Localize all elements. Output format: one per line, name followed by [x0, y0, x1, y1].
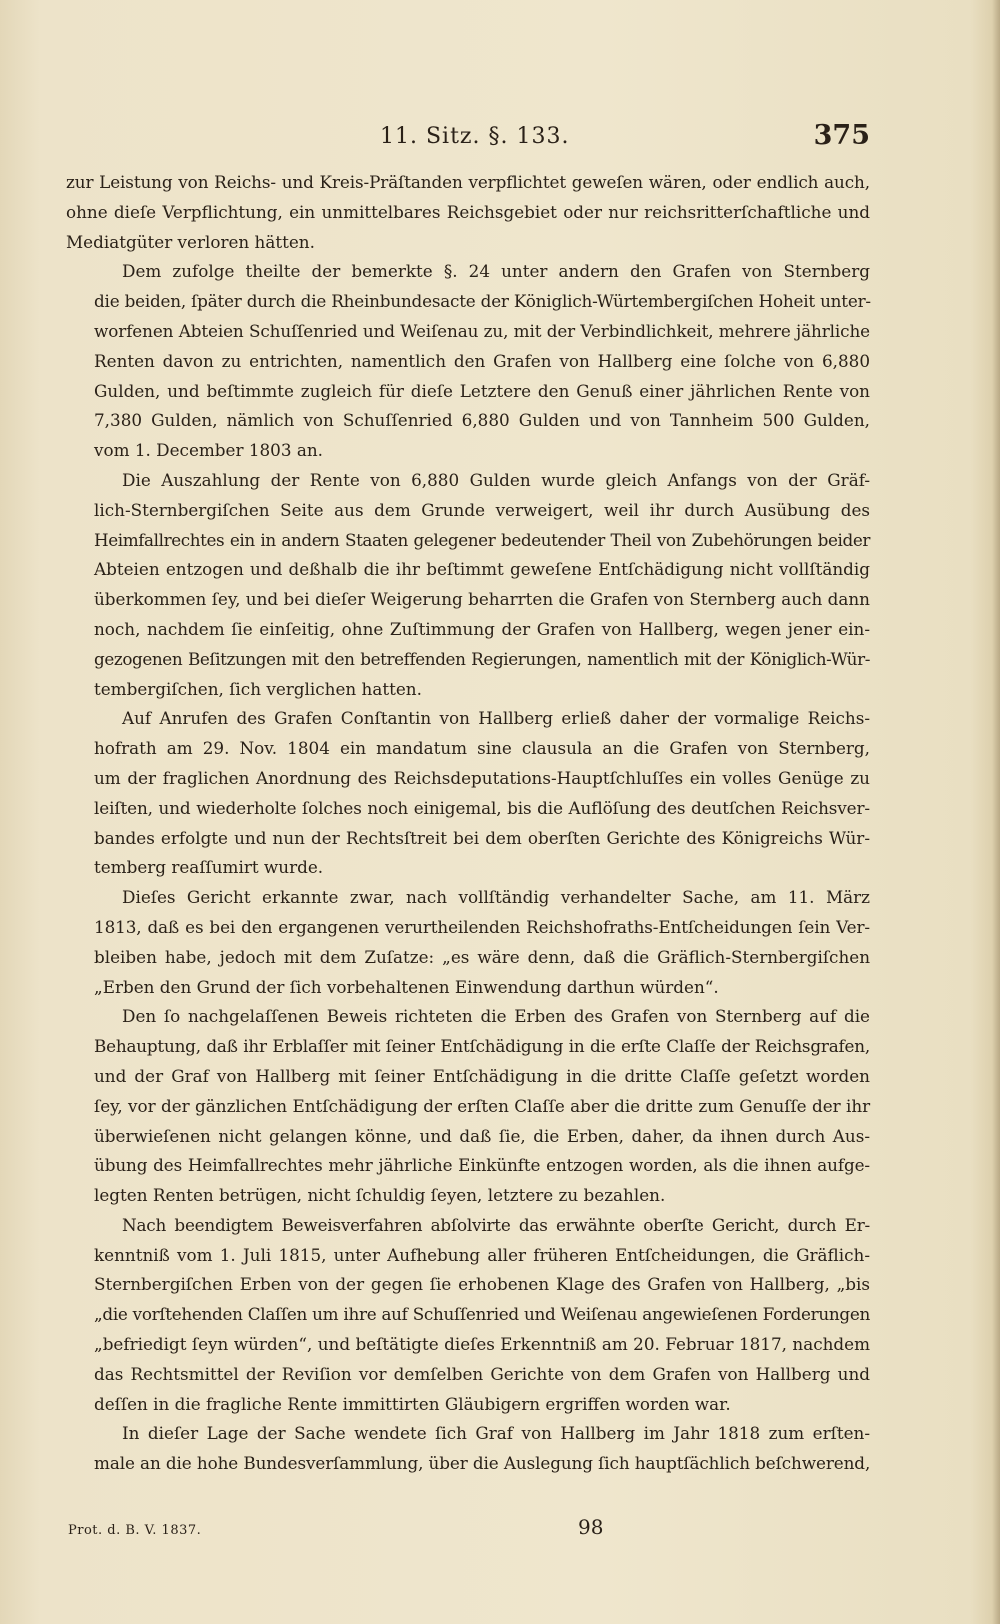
text-line: worfenen Abteien Schuſſenried und Weiſenau zu, mit der Verbindlichkeit, mehrere jährliche	[94, 320, 870, 341]
text-line: Nach beendigtem Beweisverfahren abſolvirte das erwähnte oberſte Gericht, durch Er-	[122, 1214, 870, 1235]
paragraph	[66, 1211, 870, 1420]
paragraph	[66, 1419, 870, 1479]
text-line: Dem zufolge theilte der bemerkte §. 24 unter andern den Grafen von Sternberg	[122, 261, 870, 282]
paragraph	[66, 257, 870, 466]
page-number: 375	[813, 120, 870, 151]
text-line: die beiden, ſpäter durch die Rheinbundesacte der Königlich-Würtembergiſchen Hoheit unter-	[94, 291, 871, 312]
text-line: noch, nachdem ſie einſeitig, ohne Zuſtimmung der Grafen von Hallberg, wegen jener ein-	[94, 618, 870, 639]
running-head: 11. Sitz. §. 133.	[380, 124, 570, 149]
page-edge-shadow	[992, 0, 1000, 1624]
text-line: ſey, vor der gänzlichen Entſchädigung der erſten Claſſe aber die dritte zum Genuſſe der ihr	[94, 1095, 871, 1116]
text-line: gezogenen Beſitzungen mit den betreffenden Regierungen, namentlich mit der Königlich-Wür-	[94, 648, 870, 669]
paragraph	[66, 704, 870, 883]
text-line: hofrath am 29. Nov. 1804 ein mandatum sine clausula an die Grafen von Sternberg,	[94, 738, 870, 759]
text-line: überwieſenen nicht gelangen könne, und daß ſie, die Erben, daher, da ihnen durch Aus-	[94, 1125, 870, 1146]
text-line: deſſen in die fragliche Rente immittirten Gläubigern ergriffen worden war.	[94, 1393, 731, 1414]
text-line: und der Graf von Hallberg mit ſeiner Entſchädigung in die dritte Claſſe geſetzt worden	[94, 1065, 870, 1086]
text-line: Abteien entzogen und deßhalb die ihr beſtimmt geweſene Entſchädigung nicht vollſtändig	[94, 559, 870, 580]
text-line: ohne dieſe Verpflichtung, ein unmittelbares Reichsgebiet oder nur reichsritterſchaftliche und	[66, 201, 870, 222]
paragraph	[66, 168, 870, 257]
text-line: kenntniß vom 1. Juli 1815, unter Aufhebung aller früheren Entſcheidungen, die Gräflich-	[94, 1244, 870, 1265]
text-line: Den ſo nachgelaſſenen Beweis richteten die Erben des Grafen von Sternberg auf die	[122, 1006, 870, 1027]
text-line: Dieſes Gericht erkannte zwar, nach vollſtändig verhandelter Sache, am 11. März	[122, 887, 870, 908]
text-line: um der fraglichen Anordnung des Reichsdeputations-Hauptſchluſſes ein volles Genüge zu	[94, 767, 870, 788]
paragraph	[66, 1002, 870, 1211]
text-line: 7,380 Gulden, nämlich von Schuſſenried 6,880 Gulden und von Tannheim 500 Gulden,	[94, 410, 870, 431]
text-line: Heimfallrechtes ein in andern Staaten gelegener bedeutender Theil von Zubehörungen beider	[94, 529, 870, 550]
text-line: Die Auszahlung der Rente von 6,880 Gulden wurde gleich Anfangs von der Gräf-	[122, 469, 870, 490]
sheet-number: 98	[578, 1515, 604, 1539]
signature-mark: Prot. d. B. V. 1837.	[68, 1523, 202, 1538]
text-line: Auf Anrufen des Grafen Conſtantin von Hallberg erließ daher der vormalige Reichs-	[122, 708, 870, 729]
text-line: bleiben habe, jedoch mit dem Zuſatze: „es wäre denn, daß die Gräflich-Sternbergiſchen	[94, 946, 870, 967]
text-line: Gulden, und beſtimmte zugleich für dieſe Letztere den Genuß einer jährlichen Rente von	[94, 380, 870, 401]
text-line: zur Leistung von Reichs- und Kreis-Präſtanden verpflichtet geweſen wären, oder endlich auch,	[66, 172, 870, 192]
text-line: tembergiſchen, ſich verglichen hatten.	[94, 678, 422, 699]
text-line: In dieſer Lage der Sache wendete ſich Graf von Hallberg im Jahr 1818 zum erſten-	[122, 1423, 870, 1444]
text-line: Behauptung, daß ihr Erblaſſer mit ſeiner Entſchädigung in die erſte Claſſe der Reichsgrafen,	[94, 1036, 870, 1057]
text-line: „Erben den Grund der ſich vorbehaltenen Einwendung darthun würden“.	[94, 976, 719, 997]
text-line: male an die hohe Bundesverſammlung, über die Auslegung ſich hauptſächlich beſchwerend,	[94, 1453, 871, 1474]
text-line: Renten davon zu entrichten, namentlich den Grafen von Hallberg eine ſolche von 6,880	[94, 350, 870, 371]
page-footer	[68, 1515, 868, 1545]
text-line: „befriedigt ſeyn würden“, und beſtätigte dieſes Erkenntniß am 20. Februar 1817, nachdem	[94, 1334, 870, 1355]
paragraph	[66, 883, 870, 1002]
text-line: Sternbergiſchen Erben von der gegen ſie erhobenen Klage des Grafen von Hallberg, „bis	[94, 1274, 870, 1295]
text-line: Mediatgüter verloren hätten.	[66, 231, 315, 252]
body-text	[66, 168, 870, 1479]
text-line: vom 1. December 1803 an.	[94, 440, 324, 461]
page-header	[60, 120, 870, 160]
text-line: temberg reaſſumirt wurde.	[94, 857, 324, 878]
text-line: „die vorſtehenden Claſſen um ihre auf Schuſſenried und Weiſenau angewieſenen Forderungen	[94, 1304, 870, 1325]
text-line: überkommen ſey, und bei dieſer Weigerung beharrten die Grafen von Sternberg auch dann	[94, 589, 870, 610]
text-line: 1813, daß es bei den ergangenen verurtheilenden Reichshofraths-Entſcheidungen ſein Ver-	[94, 916, 870, 937]
text-line: übung des Heimfallrechtes mehr jährliche Einkünfte entzogen worden, als die ihnen aufge-	[94, 1155, 870, 1176]
text-line: leiſten, und wiederholte ſolches noch einigemal, bis die Auflöſung des deutſchen Reichsver-	[94, 797, 870, 818]
text-line: das Rechtsmittel der Reviſion vor demſelben Gerichte von dem Grafen von Hallberg und	[94, 1363, 870, 1384]
paragraph	[66, 466, 870, 704]
text-line: bandes erfolgte und nun der Rechtsſtreit bei dem oberſten Gerichte des Königreichs Wür-	[94, 827, 870, 848]
text-line: lich-Sternbergiſchen Seite aus dem Grunde verweigert, weil ihr durch Ausübung des	[94, 499, 870, 520]
text-line: legten Renten betrügen, nicht ſchuldig ſeyen, letztere zu bezahlen.	[94, 1185, 666, 1206]
